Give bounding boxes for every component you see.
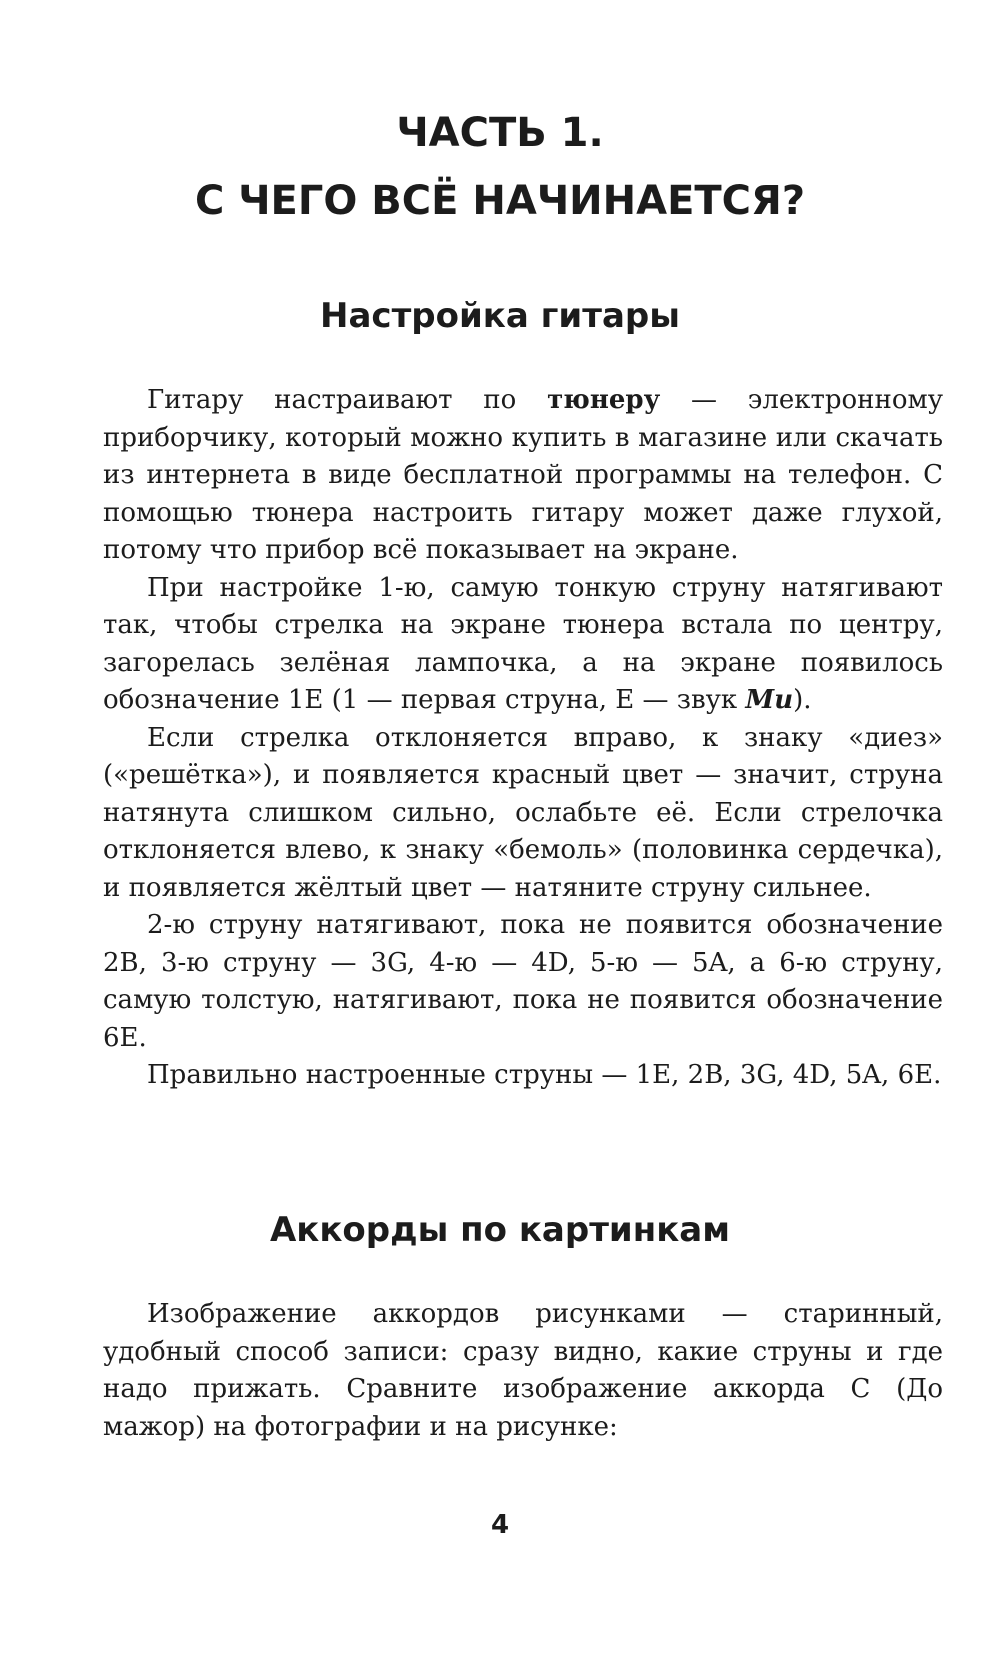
- paragraph: [103, 382, 943, 570]
- paragraph: Изображение аккордов рисунками — старинный, удобный способ записи: сразу видно, какие струны и где надо прижать. Сравните изображение аккорда C (До мажор) на фотографии и на рисунке:: [103, 1299, 943, 1442]
- term-tuner: тюнеру: [547, 385, 661, 415]
- paragraph-text: Гитару настраивают по: [147, 385, 548, 415]
- chapter-title-line1: ЧАСТЬ 1.: [396, 110, 604, 156]
- page-number: 4: [490, 1510, 510, 1540]
- paragraph: [103, 570, 943, 720]
- note-name: Ми: [745, 685, 794, 715]
- paragraph: Если стрелка отклоняется вправо, к знаку «диез» («решётка»), и появляется красный цвет — значит, струна натянута слишком сильно, ослабьте её. Если стрелочка отклоняется влево, к знаку «бемоль» (половинка сердечка), и появляется жёлтый цвет — натяните струну сильнее.: [103, 722, 943, 903]
- section-title-chords: Аккорды по картинкам: [269, 1210, 731, 1250]
- section-body-chords: [103, 1296, 943, 1446]
- paragraph-text: — электронному приборчику, который можно купить в магазине или скачать из интернета в виде бесплатной программы на телефон. С помощью тюнера настроить гитару может даже глухой, потому что прибор всё показывает на экране.: [103, 385, 943, 565]
- section-title-tuning: Настройка гитары: [320, 296, 680, 336]
- paragraph-text: При настройке 1-ю, самую тонкую струну натягивают так, чтобы стрелка на экране тюнера встала по центру, загорелась зелёная лампочка, а на экране появилось обозначение 1E (1 — первая струна, E — звук: [103, 572, 943, 715]
- paragraph-text: ).: [793, 685, 812, 715]
- chapter-title-line2: С ЧЕГО ВСЁ НАЧИНАЕТСЯ?: [194, 178, 806, 224]
- paragraph: Правильно настроенные струны — 1E, 2B, 3G, 4D, 5A, 6E.: [147, 1060, 942, 1090]
- section-body-tuning: [103, 382, 943, 1095]
- paragraph: 2-ю струну натягивают, пока не появится обозначение 2B, 3-ю струну — 3G, 4-ю — 4D, 5-ю — 5A, а 6-ю струну, самую толстую, натягивают, пока не появится обозначение 6E.: [103, 910, 943, 1053]
